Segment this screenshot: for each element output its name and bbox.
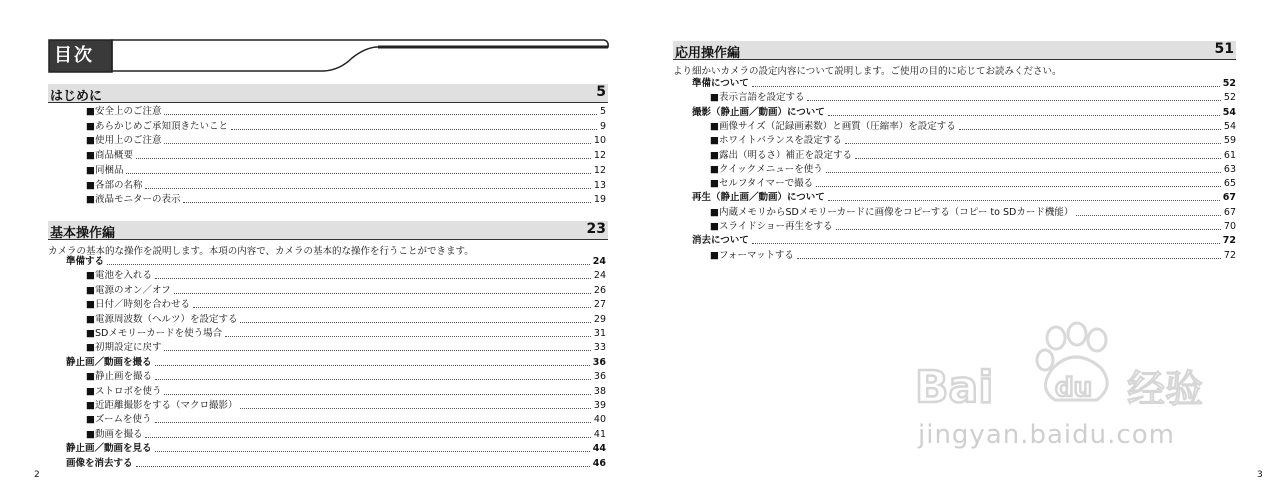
- toc-entry-page: 41: [593, 428, 606, 440]
- toc-entry-label: ■ストロボを使う: [86, 385, 162, 397]
- leader-dots: [816, 185, 1221, 187]
- toc-entry-label: ■スライドショー再生をする: [710, 221, 833, 232]
- leader-dots: [797, 257, 1221, 259]
- toc-entry-page: 9: [599, 120, 606, 132]
- section-title: 応用操作編: [675, 46, 741, 61]
- toc-entry-label: 再生（静止画／動画）について: [692, 192, 825, 204]
- toc-entry: [86, 285, 606, 297]
- toc-entry: [86, 371, 606, 383]
- section-page: 51: [1214, 41, 1234, 57]
- toc-heading-entry: [692, 78, 1236, 90]
- leader-dots: [155, 450, 590, 452]
- toc-entry-label: ■フォーマットする: [710, 249, 794, 261]
- toc-entry: [86, 386, 606, 398]
- toc-entry-label: 画像を消去する: [66, 457, 133, 469]
- toc-entry-page: 26: [593, 284, 606, 296]
- leader-dots: [836, 228, 1221, 230]
- toc-entry-label: 準備について: [692, 78, 749, 89]
- toc-entry: [86, 400, 606, 412]
- toc-entry: [86, 121, 606, 133]
- leader-dots: [826, 171, 1221, 173]
- toc-entry-page: 38: [593, 385, 606, 397]
- toc-entry: [86, 414, 606, 426]
- page-number: 3: [1257, 470, 1263, 480]
- toc-entry-label: ■動画を撮る: [86, 428, 143, 440]
- toc-entry-page: 70: [1223, 221, 1236, 232]
- leader-dots: [145, 187, 590, 189]
- toc-entry-page: 40: [593, 414, 606, 426]
- leader-dots: [752, 242, 1220, 244]
- toc-entry-label: ■使用上のご注意: [86, 135, 162, 147]
- toc-entry: [86, 135, 606, 147]
- leader-dots: [107, 263, 590, 265]
- toc-entry-label: ■ホワイトバランスを設定する: [710, 135, 842, 147]
- leader-dots: [807, 99, 1220, 101]
- toc-entry-page: 52: [1222, 78, 1236, 89]
- toc-entry-label: ■あらかじめご承知頂きたいこと: [86, 120, 228, 132]
- toc-entry-page: 44: [592, 443, 606, 455]
- toc-entry-label: ■近距離撮影をする（マクロ撮影）: [86, 400, 238, 411]
- banner-title: 目次: [54, 45, 94, 66]
- leader-dots: [145, 436, 590, 438]
- leader-dots: [155, 364, 590, 366]
- leader-dots: [193, 306, 591, 308]
- toc-entry-label: ■商品概要: [86, 150, 133, 162]
- toc-entry-label: ■初期設定に戻す: [86, 342, 162, 354]
- toc-entry: [86, 165, 606, 177]
- toc-entry-label: ■各部の名称: [86, 179, 143, 191]
- leader-dots: [183, 201, 590, 203]
- toc-entry: [710, 164, 1236, 176]
- leader-dots: [164, 113, 596, 115]
- toc-entry-page: 33: [593, 342, 606, 354]
- toc-entry-page: 29: [593, 313, 606, 325]
- toc-entry: [86, 342, 606, 354]
- leader-dots: [225, 335, 591, 337]
- toc-entry: [710, 207, 1236, 219]
- toc-entry-page: 5: [599, 106, 606, 117]
- toc-heading-entry: [692, 235, 1236, 247]
- toc-entry-page: 72: [1222, 235, 1236, 247]
- toc-entry: [86, 150, 606, 162]
- toc-entry: [710, 178, 1236, 190]
- toc-entry-page: 27: [593, 299, 606, 311]
- svg-text:Bai: Bai: [915, 362, 994, 413]
- leader-dots: [231, 128, 597, 130]
- toc-entry-page: 65: [1223, 178, 1236, 190]
- leader-dots: [155, 378, 591, 380]
- toc-entry-page: 59: [1223, 135, 1236, 147]
- toc-entry-label: ■同梱品: [86, 164, 124, 176]
- leader-dots: [1076, 214, 1221, 216]
- toc-banner: [48, 38, 608, 74]
- leader-dots: [174, 292, 591, 294]
- toc-heading-entry: [66, 458, 606, 470]
- toc-entry: [710, 221, 1236, 233]
- toc-entry-page: 12: [593, 164, 606, 176]
- toc-entry-label: ■電源周波数（ヘルツ）を設定する: [86, 313, 238, 325]
- toc-entry-label: ■露出（明るさ）補正を設定する: [710, 149, 852, 161]
- toc-entry: [710, 250, 1236, 262]
- watermark-url: jingyan.baidu.com: [918, 420, 1175, 450]
- toc-entry-label: ■セルフタイマーで撮る: [710, 178, 814, 190]
- toc-entry-page: 19: [593, 194, 606, 206]
- page-number: 2: [34, 470, 40, 480]
- toc-entry-page: 67: [1222, 192, 1236, 204]
- toc-entry-page: 61: [1223, 149, 1236, 161]
- toc-entry-label: ■安全上のご注意: [86, 106, 162, 117]
- banner-shape: [48, 38, 610, 74]
- toc-entry: [86, 270, 606, 282]
- toc-entry-page: 72: [1223, 249, 1236, 261]
- leader-dots: [959, 128, 1221, 130]
- toc-entry-label: ■クイックメニューを使う: [710, 163, 823, 175]
- toc-entry-label: ■表示言語を設定する: [710, 92, 805, 104]
- section-header: [48, 221, 608, 240]
- section-intro: カメラの基本的な操作を説明します。本項の内容で、カメラの基本的な操作を行うことができます。: [48, 246, 474, 257]
- section-title: 基本操作編: [50, 226, 116, 241]
- baidu-watermark-logo: [905, 316, 1225, 476]
- toc-entry-label: ■SDメモリーカードを使う場合: [86, 328, 223, 339]
- toc-entry-label: 準備する: [66, 256, 105, 267]
- toc-entry-label: 静止画／動画を見る: [66, 443, 152, 455]
- toc-entry-page: 54: [1222, 106, 1236, 118]
- leader-dots: [752, 85, 1220, 87]
- toc-entry-page: 63: [1223, 163, 1236, 175]
- toc-entry: [86, 314, 606, 326]
- leader-dots: [136, 465, 590, 467]
- toc-entry-label: 撮影（静止画／動画）について: [692, 106, 825, 118]
- toc-entry: [710, 121, 1236, 133]
- leader-dots: [164, 349, 590, 351]
- section-header: [48, 84, 608, 103]
- leader-dots: [845, 142, 1221, 144]
- section-page: 23: [586, 221, 606, 237]
- leader-dots: [240, 321, 590, 323]
- leader-dots: [828, 114, 1220, 116]
- toc-entry-page: 24: [592, 256, 606, 267]
- toc-entry: [710, 150, 1236, 162]
- toc-entry-page: 10: [593, 135, 606, 147]
- toc-entry-label: ■画像サイズ（記録画素数）と画質（圧縮率）を設定する: [710, 120, 956, 132]
- toc-entry-page: 67: [1223, 206, 1236, 218]
- toc-entry-page: 24: [593, 270, 606, 282]
- toc-entry: [86, 299, 606, 311]
- toc-entry-label: ■電池を入れる: [86, 270, 152, 282]
- toc-entry-label: 静止画／動画を撮る: [66, 356, 152, 368]
- section-header: [673, 41, 1236, 60]
- toc-entry-page: 13: [593, 179, 606, 191]
- toc-entry-label: ■電源のオン／オフ: [86, 284, 171, 296]
- toc-entry-page: 31: [593, 328, 606, 339]
- leader-dots: [164, 142, 590, 144]
- section-title: はじめに: [50, 89, 103, 104]
- section-page: 5: [596, 84, 606, 100]
- toc-entry-label: 消去について: [692, 235, 749, 247]
- toc-entry-page: 52: [1223, 92, 1236, 104]
- toc-entry-page: 46: [592, 457, 606, 469]
- toc-entry-label: ■液晶モニターの表示: [86, 194, 181, 206]
- leader-dots: [828, 199, 1220, 201]
- toc-entry-page: 36: [592, 356, 606, 368]
- toc-entry: [86, 328, 606, 340]
- leader-dots: [855, 157, 1221, 159]
- toc-entry: [710, 92, 1236, 104]
- toc-entry-page: 54: [1223, 120, 1236, 132]
- toc-entry: [86, 429, 606, 441]
- toc-entry: [86, 106, 606, 118]
- toc-heading-entry: [66, 357, 606, 369]
- toc-entry: [86, 180, 606, 192]
- svg-text:经验: 经验: [1127, 367, 1204, 411]
- leader-dots: [126, 172, 590, 174]
- leader-dots: [164, 393, 590, 395]
- toc-heading-entry: [66, 256, 606, 268]
- toc-entry-label: ■内蔵メモリからSDメモリーカードに画像をコピーする（コピー to SDカード機能）: [710, 206, 1074, 218]
- toc-heading-entry: [692, 192, 1236, 204]
- leader-dots: [240, 407, 590, 409]
- svg-text:du: du: [1055, 373, 1093, 403]
- leader-dots: [155, 277, 591, 279]
- section-intro: より細かいカメラの設定内容について説明します。ご使用の目的に応じてお読みください。: [673, 66, 1062, 77]
- toc-entry-label: ■ズームを使う: [86, 414, 152, 426]
- toc-entry-page: 39: [593, 400, 606, 411]
- toc-entry-page: 12: [593, 150, 606, 162]
- right-page: [640, 0, 1280, 503]
- toc-entry: [86, 194, 606, 206]
- toc-entry-label: ■静止画を撮る: [86, 371, 152, 383]
- toc-entry: [710, 135, 1236, 147]
- toc-entry-page: 36: [593, 371, 606, 383]
- leader-dots: [136, 157, 591, 159]
- leader-dots: [155, 421, 591, 423]
- toc-heading-entry: [692, 107, 1236, 119]
- toc-heading-entry: [66, 443, 606, 455]
- toc-entry-label: ■日付／時刻を合わせる: [86, 299, 190, 311]
